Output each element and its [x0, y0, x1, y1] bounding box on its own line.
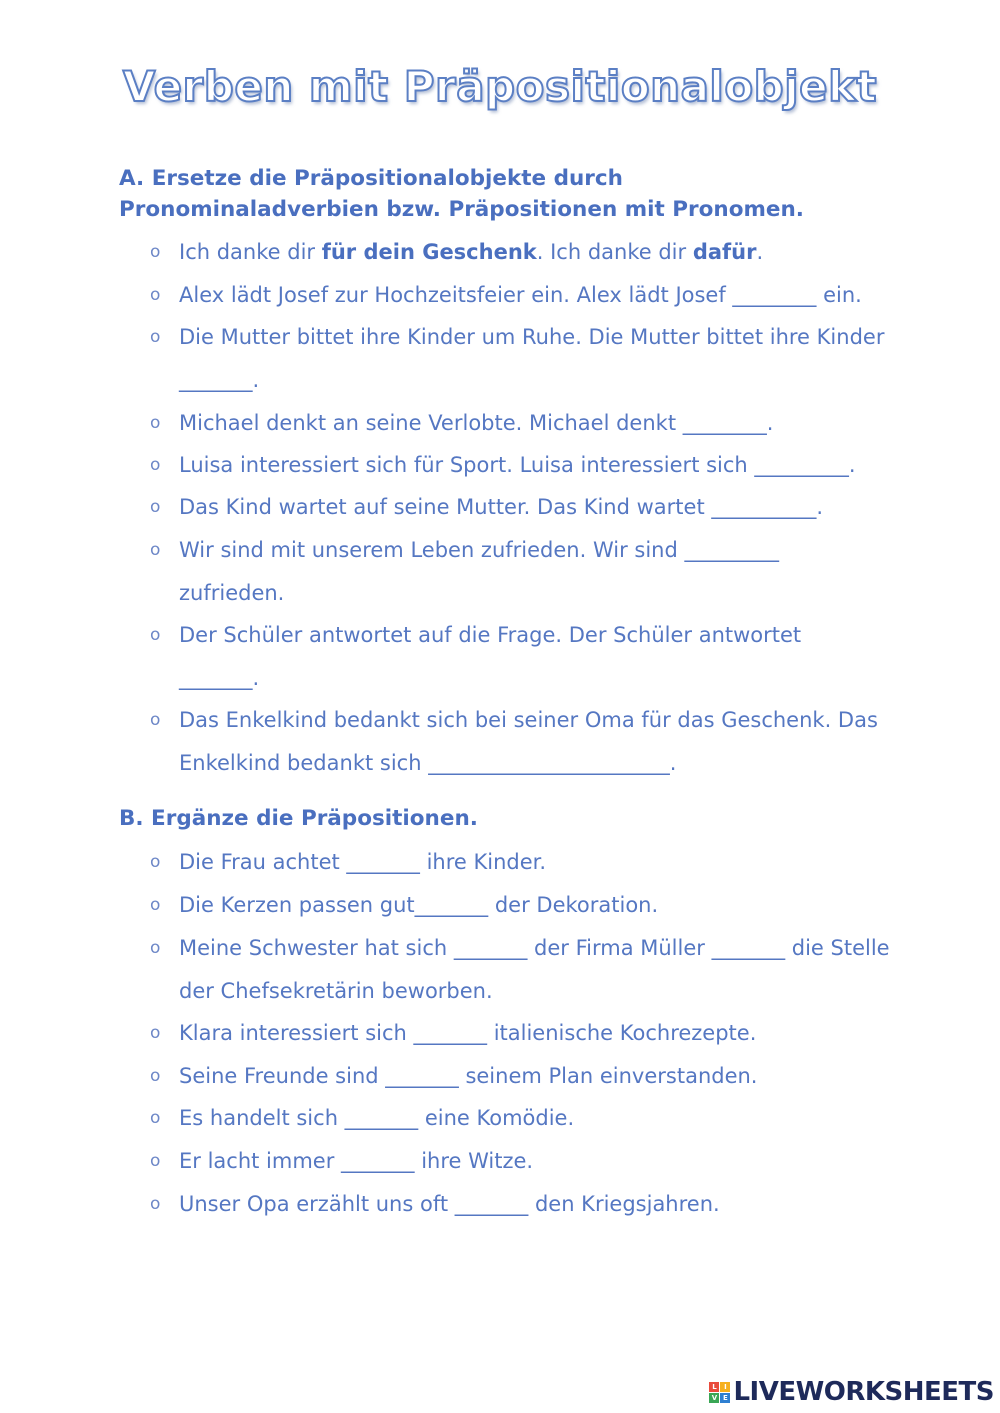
exercise-sentence: Das Enkelkind bedankt sich bei seiner Oma für das Geschenk. Das Enkelkind bedankt sich _______________________. — [179, 708, 878, 775]
bullet-icon: o — [150, 625, 161, 645]
bullet-icon: o — [150, 242, 161, 262]
example-text: Ich danke dir — [179, 240, 322, 264]
logo-letter: V — [709, 1393, 719, 1403]
bullet-icon: o — [150, 1194, 161, 1214]
list-item — [150, 1097, 890, 1140]
liveworksheets-logo[interactable] — [709, 1377, 994, 1407]
bullet-icon: o — [150, 938, 161, 958]
list-item — [150, 316, 890, 402]
exercise-sentence: Die Kerzen passen gut_______ der Dekoration. — [179, 893, 659, 917]
exercise-sentence: Luisa interessiert sich für Sport. Luisa interessiert sich _________. — [179, 453, 856, 477]
list-item — [150, 1055, 890, 1098]
page-title: Verben mit Präpositionalobjekt — [122, 62, 878, 111]
list-item — [150, 1140, 890, 1183]
bullet-icon: o — [150, 1151, 161, 1171]
list-item — [150, 529, 830, 615]
exercise-sentence: Die Frau achtet _______ ihre Kinder. — [179, 850, 547, 874]
logo-letter: L — [709, 1382, 719, 1392]
list-item — [150, 402, 890, 445]
section-b-heading: B. Ergänze die Präpositionen. — [119, 806, 478, 831]
list-item — [150, 841, 890, 884]
logo-blocks-icon — [709, 1382, 730, 1403]
example-text: . — [756, 240, 764, 264]
bullet-icon: o — [150, 540, 161, 560]
exercise-sentence: Das Kind wartet auf seine Mutter. Das Kind wartet __________. — [179, 495, 824, 519]
bullet-icon: o — [150, 285, 161, 305]
section-a-heading: A. Ersetze die Präpositionalobjekte durch Pronominaladverbien bzw. Präpositionen mit Pronomen. — [119, 166, 804, 222]
exercise-sentence: Alex lädt Josef zur Hochzeitsfeier ein. Alex lädt Josef ________ ein. — [179, 283, 862, 307]
bullet-icon: o — [150, 895, 161, 915]
logo-text: LIVEWORKSHEETS — [733, 1377, 994, 1407]
list-item — [150, 699, 890, 785]
example-sentence — [179, 231, 890, 274]
example-bold-answer: dafür — [692, 240, 757, 264]
logo-letter: I — [720, 1382, 730, 1392]
logo-letter: E — [720, 1393, 730, 1403]
bullet-icon: o — [150, 1023, 161, 1043]
exercise-sentence: Der Schüler antwortet auf die Frage. Der Schüler antwortet _______. — [179, 623, 802, 690]
bullet-icon: o — [150, 852, 161, 872]
bullet-icon: o — [150, 455, 161, 475]
exercise-sentence: Er lacht immer _______ ihre Witze. — [179, 1149, 534, 1173]
list-item — [150, 927, 890, 1013]
list-item — [150, 486, 890, 529]
list-item — [150, 1012, 890, 1055]
exercise-sentence: Seine Freunde sind _______ seinem Plan einverstanden. — [179, 1064, 758, 1088]
exercise-sentence: Die Mutter bittet ihre Kinder um Ruhe. Die Mutter bittet ihre Kinder _______. — [179, 325, 885, 392]
exercise-sentence: Michael denkt an seine Verlobte. Michael denkt ________. — [179, 411, 774, 435]
list-item — [150, 231, 890, 274]
bullet-icon: o — [150, 327, 161, 347]
exercise-sentence: Meine Schwester hat sich _______ der Firma Müller _______ die Stelle der Chefsekretärin beworben. — [179, 936, 890, 1003]
example-text: . Ich danke dir — [536, 240, 693, 264]
list-item — [150, 614, 830, 700]
example-bold-object: für dein Geschenk — [321, 240, 537, 264]
exercise-sentence: Klara interessiert sich _______ italienische Kochrezepte. — [179, 1021, 757, 1045]
bullet-icon: o — [150, 1066, 161, 1086]
exercise-sentence: Wir sind mit unserem Leben zufrieden. Wir sind _________ zufrieden. — [179, 538, 779, 605]
list-item — [150, 1183, 890, 1226]
bullet-icon: o — [150, 413, 161, 433]
list-item — [150, 274, 890, 317]
bullet-icon: o — [150, 1108, 161, 1128]
exercise-sentence: Unser Opa erzählt uns oft _______ den Kriegsjahren. — [179, 1192, 720, 1216]
exercise-sentence: Es handelt sich _______ eine Komödie. — [179, 1106, 575, 1130]
bullet-icon: o — [150, 710, 161, 730]
list-item — [150, 444, 890, 487]
list-item — [150, 884, 890, 927]
bullet-icon: o — [150, 497, 161, 517]
